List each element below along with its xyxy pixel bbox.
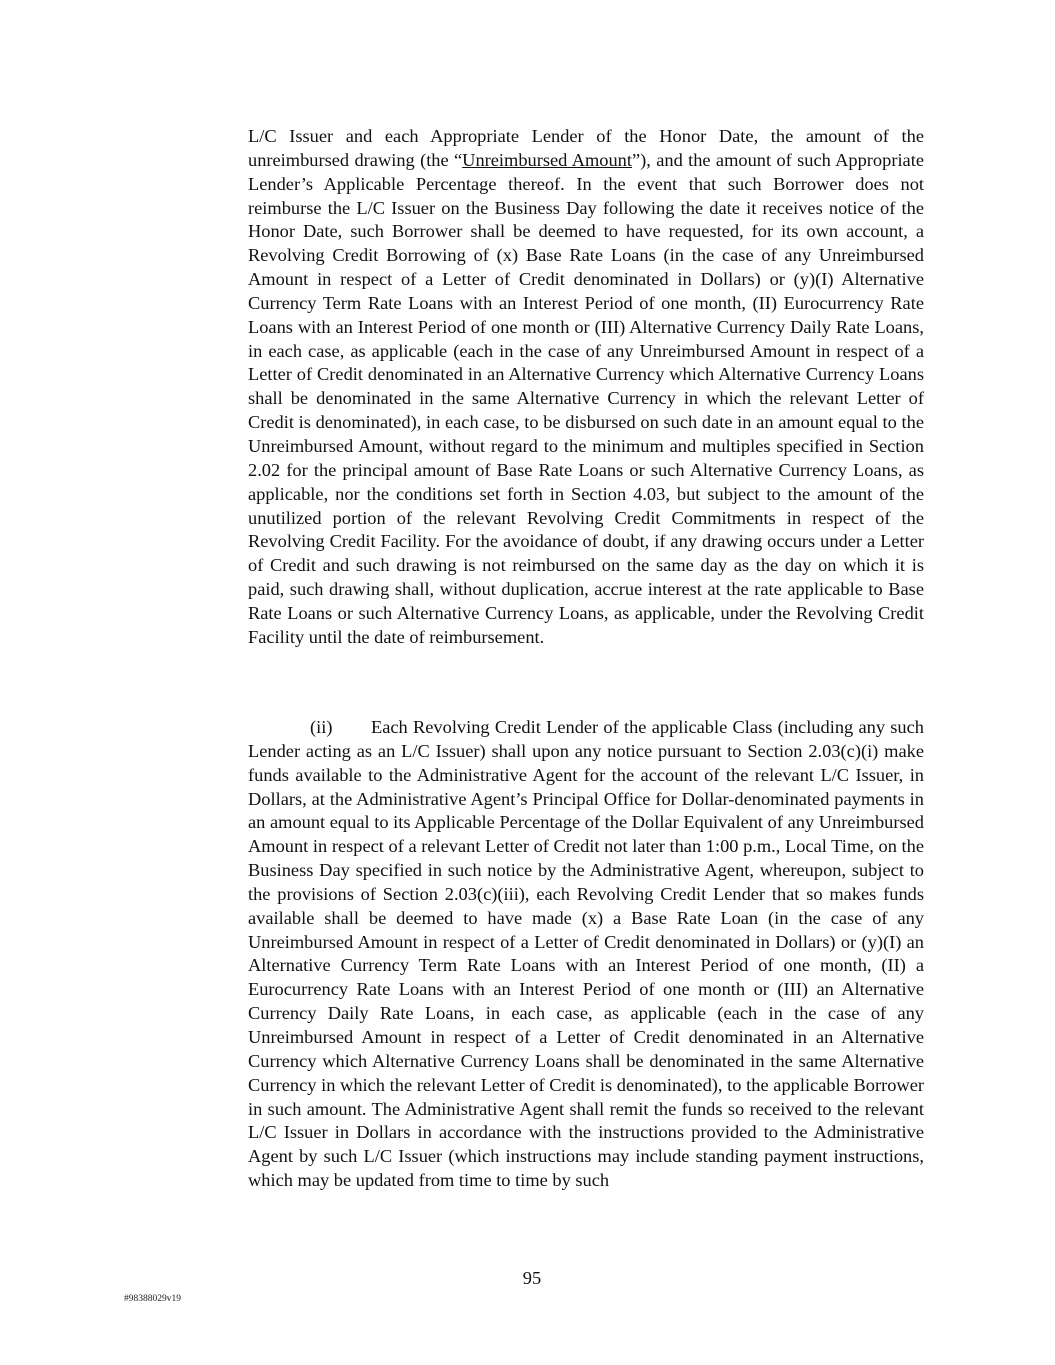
document-id: #98388029v19 (124, 1294, 181, 1304)
paragraph-text (248, 716, 924, 1193)
paragraph-text-rest: ”), and the amount of such Appropriate Lender’s Applicable Percentage thereof. In the event that such Borrower does not reimburse the L/C Issuer on the Business Day following the date it receives notice of the Honor Date, such Borrower shall be deemed to have requested, for its own account, a Revolving Credit Borrowing of (x) Base Rate Loans (in the case of any Unreimbursed Amount in respect of a Letter of Credit denominated in Dollars) or (y)(I) Alternative Currency Term Rate Loans with an Interest Period of one month, (II) Eurocurrency Rate Loans with an Interest Period of one month or (III) Alternative Currency Daily Rate Loans, in each case, as applicable (each in the case of any Unreimbursed Amount in respect of a Letter of Credit denominated in an Alternative Currency which Alternative Currency Loans shall be denominated in the same Alternative Currency in which the relevant Letter of Credit is denominated), in each case, to be disbursed on such date in an amount equal to the Unreimbursed Amount, without regard to the minimum and multiples specified in Section 2.02 for the principal amount of Base Rate Loans or such Alternative Currency Loans, as applicable, nor the conditions set forth in Section 4.03, but subject to the amount of the unutilized portion of the relevant Revolving Credit Commitments in respect of the Revolving Credit Facility. For the avoidance of doubt, if any drawing occurs under a Letter of Credit and such drawing is not reimbursed on the same day as the day on which it is paid, such drawing shall, without duplication, accrue interest at the rate applicable to Base Rate Loans or such Alternative Currency Loans, as applicable, under the Revolving Credit Facility until the date of reimbursement. (248, 149, 924, 647)
paragraph-continuation (248, 125, 924, 650)
paragraph-ii (248, 716, 924, 1193)
paragraph-text (248, 125, 924, 650)
paragraph-text-start: L/C Issuer and each Appropriate Lender of the Honor Date, the amount of the unreimbursed drawing (the “ (248, 126, 924, 170)
paragraph-label: (ii) (310, 717, 333, 737)
defined-term-unreimbursed-amount: Unreimbursed Amount (462, 149, 632, 170)
page-number: 95 (522, 1268, 542, 1288)
paragraph-body: Each Revolving Credit Lender of the applicable Class (including any such Lender acting as an L/C Issuer) shall upon any notice pursuant to Section 2.03(c)(i) make funds available to the Administrative Agent for the account of the relevant L/C Issuer, in Dollars, at the Administrative Agent’s Principal Office for Dollar-denominated payments in an amount equal to its Applicable Percentage of the Dollar Equivalent of any Unreimbursed Amount in respect of a relevant Letter of Credit not later than 1:00 p.m., Local Time, on the Business Day specified in such notice by the Administrative Agent, whereupon, subject to the provisions of Section 2.03(c)(iii), each Revolving Credit Lender that so makes funds available shall be deemed to have made (x) a Base Rate Loan (in the case of any Unreimbursed Amount in respect of a Letter of Credit denominated in Dollars) or (y)(I) an Alternative Currency Term Rate Loans with an Interest Period of one month, (II) a Eurocurrency Rate Loans with an Interest Period of one month or (III) an Alternative Currency Daily Rate Loans, in each case, as applicable (each in the case of any Unreimbursed Amount in respect of a Letter of Credit denominated in an Alternative Currency which Alternative Currency Loans shall be denominated in the same Alternative Currency in which the relevant Letter of Credit is denominated), to the applicable Borrower in such amount. The Administrative Agent shall remit the funds so received to the relevant L/C Issuer in Dollars in accordance with the instructions provided to the Administrative Agent by such L/C Issuer (which instructions may include standing payment instructions, which may be updated from time to time by such (248, 717, 924, 1191)
